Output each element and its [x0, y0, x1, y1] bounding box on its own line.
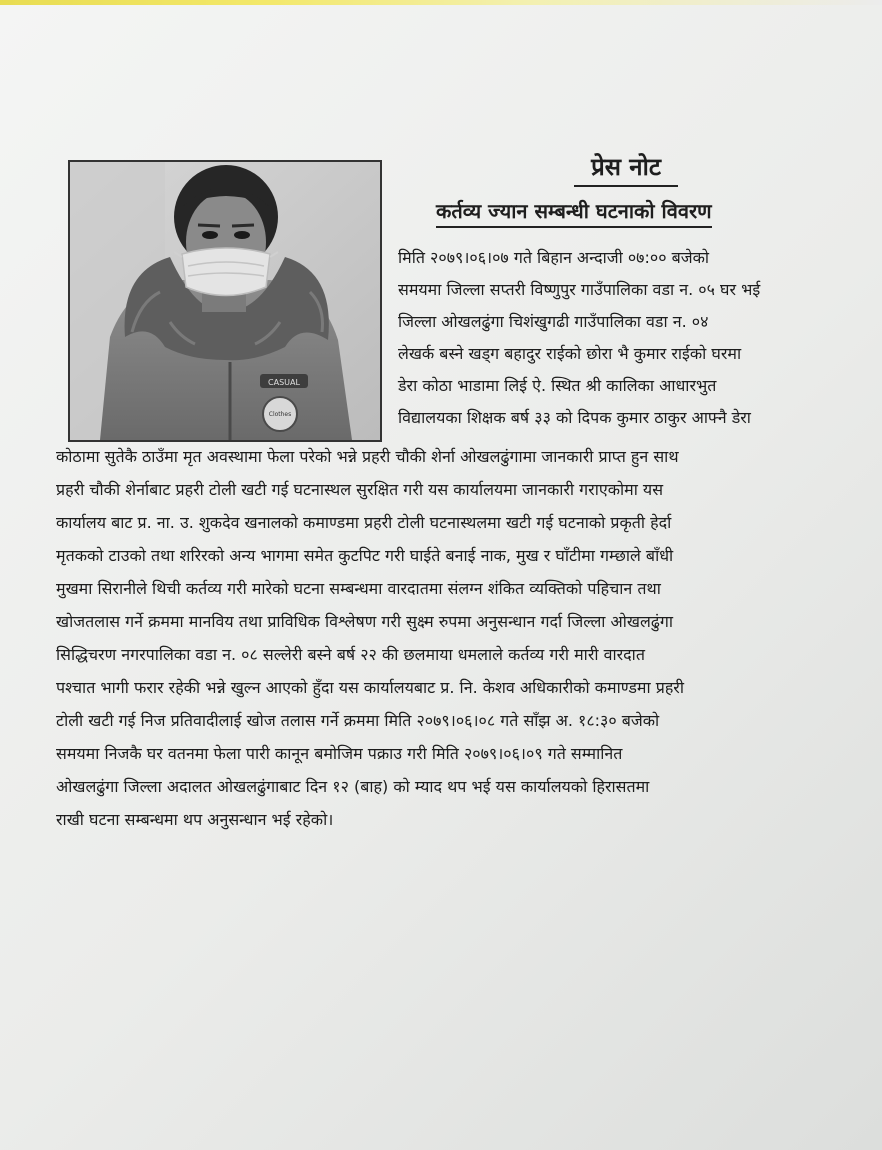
body-line: मृतकको टाउको तथा शरिरको अन्य भागमा समेत कुटपिट गरी घाईते बनाई नाक, मुख र घाँटीमा गम्छाले बाँधी [56, 546, 674, 565]
body-line: जिल्ला ओखलढुंगा चिशंखुगढी गाउँपालिका वडा न. ०४ [398, 312, 709, 331]
body-line: मिति २०७९।०६।०७ गते बिहान अन्दाजी ०७:०० बजेको [398, 248, 710, 267]
body-line: विद्यालयका शिक्षक बर्ष ३३ को दिपक कुमार ठाकुर आफ्नै डेरा [398, 408, 751, 427]
body-line: कार्यालय बाट प्र. ना. उ. शुकदेव खनालको कमाण्डमा प्रहरी टोली घटनास्थलमा खटी गई घटनाको प्रकृती हेर्दा [56, 513, 672, 532]
body-line: ओखलढुंगा जिल्ला अदालत ओखलढुंगाबाट दिन १२ (बाह) को म्याद थप भई यस कार्यालयको हिरासतमा [56, 777, 650, 796]
page-subtitle: कर्तव्य ज्यान सम्बन्धी घटनाको विवरण [436, 197, 712, 228]
body-line: लेखर्क बस्ने खड्ग बहादुर राईको छोरा भै कुमार राईको घरमा [398, 344, 742, 363]
suspect-photo [68, 160, 382, 442]
body-line: मुखमा सिरानीले थिची कर्तव्य गरी मारेको घटना सम्बन्धमा वारदातमा संलग्न शंकित व्यक्तिको पहिचान तथा [56, 579, 661, 598]
body-line: खोजतलास गर्ने क्रममा मानविय तथा प्राविधिक विश्लेषण गरी सुक्ष्म रुपमा अनुसन्धान गर्दा जिल्ला ओखलढुंगा [56, 612, 673, 631]
jacket-patch-text: CASUAL [268, 378, 300, 387]
jacket-round-badge-text: Clothes [268, 411, 292, 418]
body-line: डेरा कोठा भाडामा लिई ऐ. स्थित श्री कालिका आधारभुत [398, 376, 717, 395]
body-line: टोली खटी गई निज प्रतिवादीलाई खोज तलास गर्ने क्रममा मिति २०७९।०६।०८ गते साँझ अ. १८:३० बजेको [56, 711, 660, 730]
top-edge-strip [0, 0, 882, 5]
body-line: राखी घटना सम्बन्धमा थप अनुसन्धान भई रहेको। [56, 810, 334, 829]
body-line: कोठामा सुतेकै ठाउँमा मृत अवस्थामा फेला परेको भन्ने प्रहरी चौकी शेर्ना ओखलढुंगामा जानकारी प्राप्त हुन साथ [56, 447, 679, 466]
face-mask [182, 248, 270, 296]
body-line: समयमा जिल्ला सप्तरी विष्णुपुर गाउँपालिका वडा न. ०५ घर भई [398, 280, 761, 299]
body-line: पश्चात भागी फरार रहेकी भन्ने खुल्न आएको हुँदा यस कार्यालयबाट प्र. नि. केशव अधिकारीको कमाण्डमा प्रहरी [56, 678, 684, 697]
body-line: समयमा निजकै घर वतनमा फेला पारी कानून बमोजिम पक्राउ गरी मिति २०७९।०६।०९ गते सम्मानित [56, 744, 623, 763]
page-title: प्रेस नोट [574, 150, 678, 187]
body-line: सिद्धिचरण नगरपालिका वडा न. ०८ सल्लेरी बस्ने बर्ष २२ की छलमाया धमलाले कर्तव्य गरी मारी वारदात [56, 645, 645, 664]
body-line: प्रहरी चौकी शेर्नाबाट प्रहरी टोली खटी गई घटनास्थल सुरक्षित गरी यस कार्यालयमा जानकारी गराएकोमा यस [56, 480, 664, 499]
